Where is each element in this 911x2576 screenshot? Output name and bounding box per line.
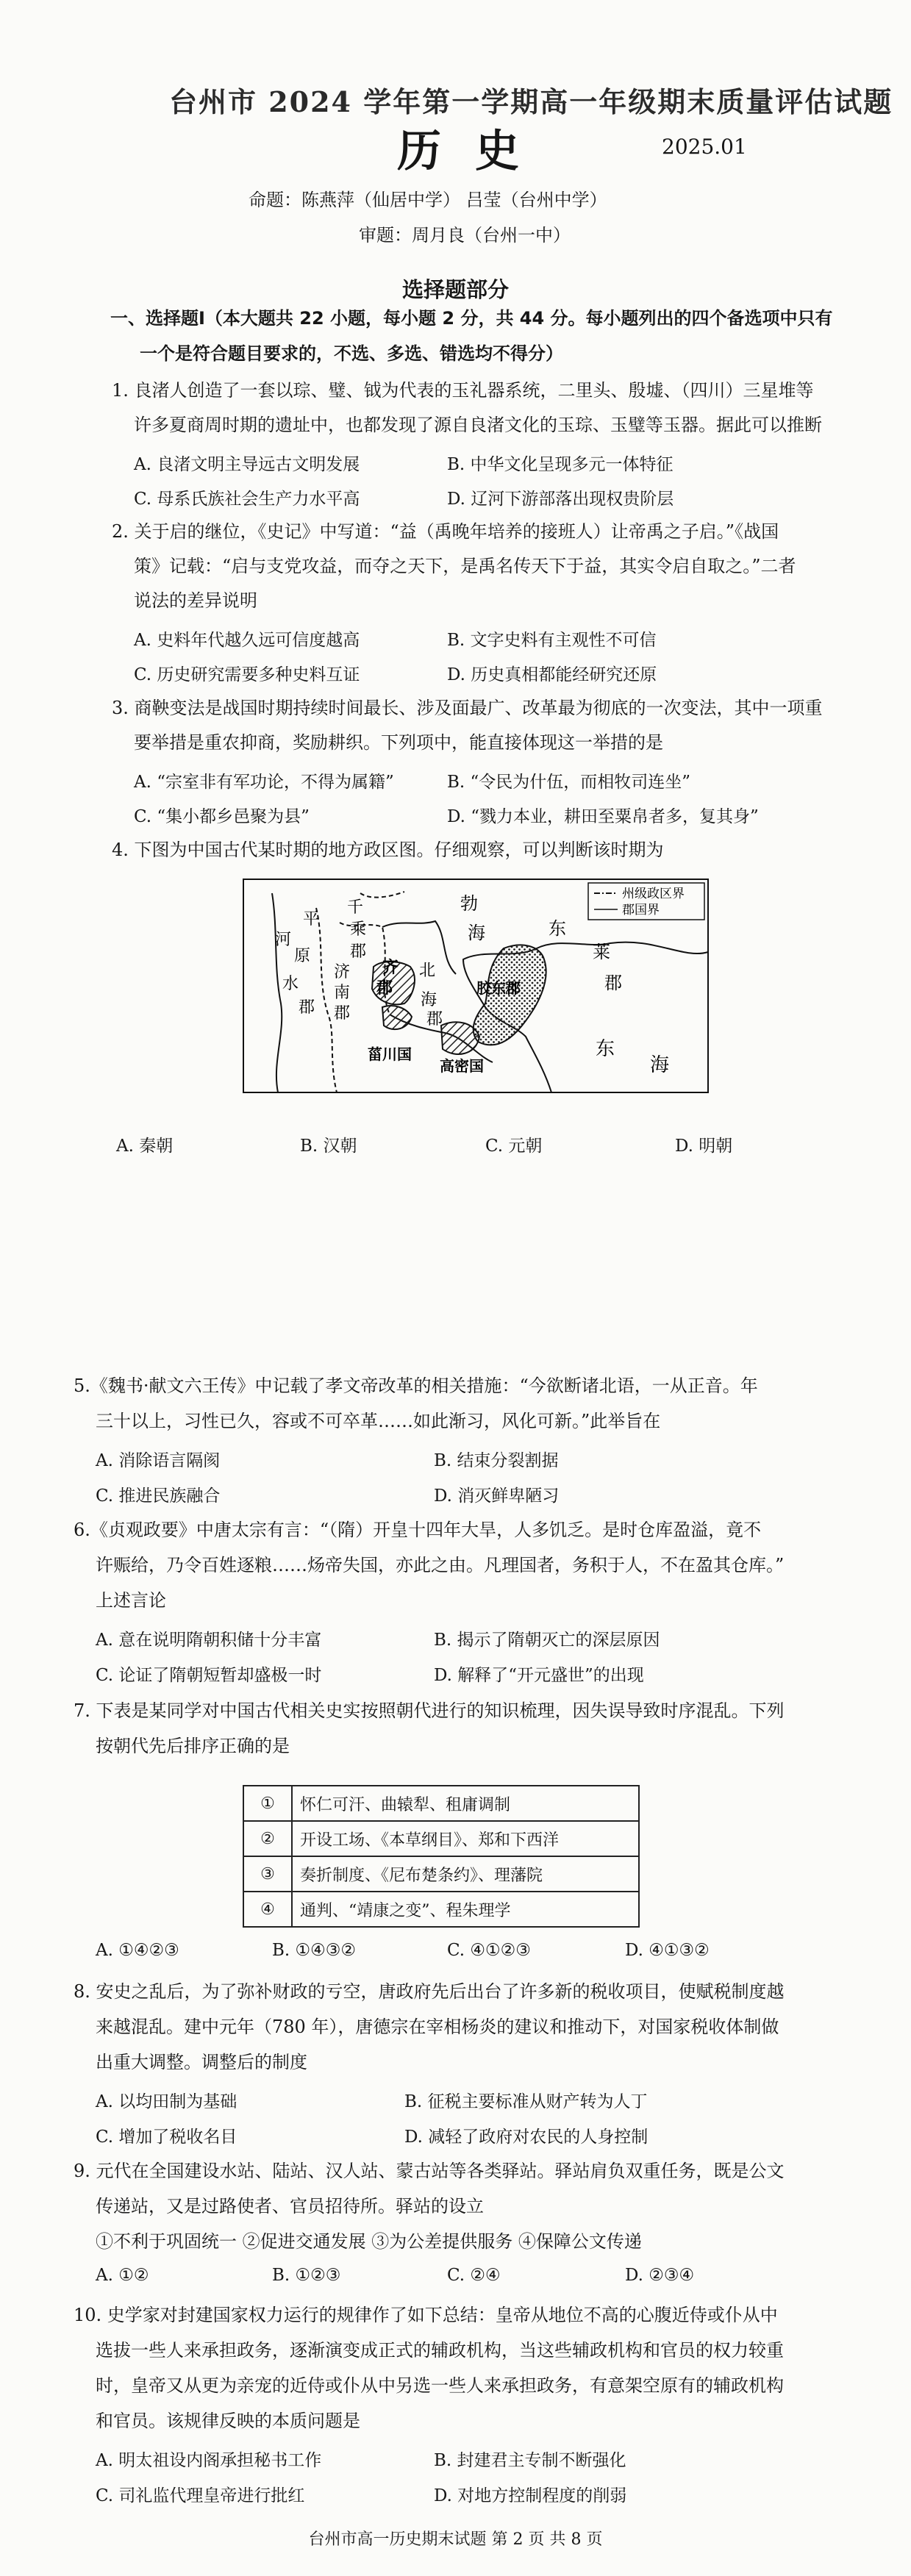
map-label: 郡 [299,998,315,1017]
map-label: 郡 [426,1010,443,1028]
q7-option-b[interactable]: B. ①④③② [272,1941,357,1960]
q10-option-d[interactable]: D. 对地方控制程度的削弱 [434,2486,627,2505]
map-label: 菑川国 [368,1045,412,1063]
q10-option-a[interactable]: A. 明太祖设内阁承担秘书工作 [96,2451,322,2470]
row-text: 开设工场、《本草纲目》、郑和下西洋 [292,1821,639,1856]
q1-option-d[interactable]: D. 辽河下游部落出现权贵阶层 [447,490,674,509]
q2-option-c[interactable]: C. 历史研究需要多种史料互证 [134,665,360,684]
q3-line: 3. 商鞅变法是战国时期持续时间最长、涉及面最广、改革最为彻底的一次变法，其中一项重 [112,698,823,718]
q3-line: 要举措是重农抑商，奖励耕织。下列项中，能直接体现这一举措的是 [134,732,663,753]
legend-state-label: 州级政区界 [622,887,685,901]
q9-items: ①不利于巩固统一 ②促进交通发展 ③为公差提供服务 ④保障公文传递 [96,2231,642,2252]
q5-option-b[interactable]: B. 结束分裂割据 [434,1451,559,1470]
map-label: 东 [549,918,566,939]
map-label: 胶东郡 [476,979,521,997]
q8-option-a[interactable]: A. 以均田制为基础 [96,2092,237,2111]
exam-banner: 台州市 2024 学年第一学期高一年级期末质量评估试题 [169,85,893,118]
q10-option-b[interactable]: B. 封建君主专制不断强化 [434,2451,626,2470]
row-text: 奏折制度、《尼布楚条约》、理藩院 [292,1856,639,1892]
map-label: 莱 [593,942,610,962]
exam-date: 2025.01 [662,135,747,159]
q2-line: 策》记载：“启与支党攻益，而夺之天下，是禹名传天下于益，其实令启自取之。”二者 [134,556,796,576]
q9-line: 9. 元代在全国建设水站、陆站、汉人站、蒙古站等各类驿站。驿站肩负双重任务，既是公文 [74,2161,785,2181]
map-label: 郡 [376,978,393,998]
map-label: 济 [334,963,351,981]
map-label: 海 [468,923,485,943]
map-label: 海 [650,1054,670,1076]
q8-line: 来越混乱。建中元年（780 年），唐德宗在宰相杨炎的建议和推动下，对国家税收体制做 [96,2017,779,2037]
q8-line: 出重大调整。调整后的制度 [96,2052,307,2072]
q9-line: 传递站，又是过路使者、官员招待所。驿站的设立 [96,2196,484,2217]
map-label: 东 [596,1038,615,1060]
map-label: 勃 [460,893,478,914]
q8-option-d[interactable]: D. 减轻了政府对农民的人身控制 [404,2128,649,2147]
q6-line: 许赈给，乃令百姓逐粮……炀帝失国，亦此之由。凡理国者，务积于人，不在盈其仓库。” [96,1555,785,1575]
q8-option-c[interactable]: C. 增加了税收名目 [96,2128,237,2147]
q6-line: 上述言论 [96,1590,166,1611]
map-label: 郡 [350,942,367,961]
map-label: 乘 [350,920,367,939]
q7-option-a[interactable]: A. ①④②③ [96,1941,179,1960]
q9-option-b[interactable]: B. ①②③ [272,2266,341,2285]
q10-line: 选拔一些人来承担政务，逐渐演变成正式的辅政机构，当这些辅政机构和官员的权力较重 [96,2340,784,2361]
q10-line: 时，皇帝又从更为亲宠的近侍或仆从中另选一些人来承担政务，有意架空原有的辅政机构 [96,2375,784,2396]
q4-option-c[interactable]: C. 元朝 [485,1137,543,1156]
subject-title: 历史 [397,126,553,177]
q2-line: 说法的差异说明 [134,590,257,611]
map-label: 郡 [334,1004,351,1023]
q6-option-a[interactable]: A. 意在说明隋朝积储十分丰富 [96,1631,322,1650]
q6-option-d[interactable]: D. 解释了“开元盛世”的出现 [434,1666,644,1685]
q8-line: 8. 安史之乱后，为了弥补财政的亏空，唐政府先后出台了许多新的税收项目，使赋税制度越 [74,1981,785,2002]
row-number: ③ [243,1856,292,1892]
row-text: 通判、“靖康之变”、程朱理学 [292,1892,639,1927]
map-label: 原 [294,947,311,965]
q7-line: 按朝代先后排序正确的是 [96,1736,290,1756]
section-title: 选择题部分 [401,277,509,302]
map-label: 高密国 [440,1057,484,1075]
q7-line: 7. 下表是某同学对中国古代相关史实按照朝代进行的知识梳理，因失误导致时序混乱。下列 [74,1700,785,1721]
q7-option-c[interactable]: C. ④①②③ [447,1941,531,1960]
map-label: 千 [347,898,364,917]
q7-option-d[interactable]: D. ④①③② [625,1941,710,1960]
map-label: 齐 [382,958,399,977]
q5-line: 三十以上，习性已久，容或不可卒革……如此渐习，风化可新。”此举旨在 [96,1411,661,1431]
q3-option-a[interactable]: A. “宗室非有军功论，不得为属籍” [134,773,394,792]
q5-option-c[interactable]: C. 推进民族融合 [96,1486,221,1506]
q4-option-a[interactable]: A. 秦朝 [116,1137,174,1156]
table-row [243,1892,639,1927]
q1-line: 1. 良渚人创造了一套以琮、璧、钺为代表的玉礼器系统，二里头、殷墟、（四川）三星堆等 [112,380,814,401]
legend-county-label: 郡国界 [622,903,660,917]
reviewer: 审题：周月良（台州一中） [359,225,571,246]
q7-table [243,1785,640,1928]
q4-option-d[interactable]: D. 明朝 [675,1137,733,1156]
q3-option-c[interactable]: C. “集小都乡邑聚为县” [134,807,310,826]
q1-option-c[interactable]: C. 母系氏族社会生产力水平高 [134,490,360,509]
q1-option-b[interactable]: B. 中华文化呈现多元一体特征 [447,455,674,474]
instructions-line-1: 一、选择题Ⅰ（本大题共 22 小题，每小题 2 分，共 44 分。每小题列出的四个备选项中只有 [110,308,833,329]
page-footer: 台州市高一历史期末试题 第 2 页 共 8 页 [308,2530,603,2549]
q8-option-b[interactable]: B. 征税主要标准从财产转为人丁 [404,2092,648,2111]
q2-option-b[interactable]: B. 文字史料有主观性不可信 [447,631,657,650]
q10-line: 和官员。该规律反映的本质问题是 [96,2411,360,2431]
q5-option-a[interactable]: A. 消除语言隔阂 [96,1451,221,1470]
row-number: ② [243,1821,292,1856]
q9-option-a[interactable]: A. ①② [96,2266,149,2285]
row-number: ④ [243,1892,292,1927]
q2-line: 2. 关于启的继位，《史记》中写道：“益（禹晚年培养的接班人）让帝禹之子启。”《战国 [112,521,779,542]
q5-line: 5.《魏书·献文六王传》中记载了孝文帝改革的相关措施：“今欲断诸北语，一从正音。年 [74,1375,758,1396]
q3-option-b[interactable]: B. “令民为什伍，而相牧司连坐” [447,773,691,792]
q4-option-b[interactable]: B. 汉朝 [300,1137,357,1156]
table-row [243,1786,639,1821]
administrative-map [243,879,709,1093]
map-label: 河 [275,931,292,949]
authors: 命题：陈燕萍（仙居中学） 吕莹（台州中学） [249,190,607,210]
q6-line: 6.《贞观政要》中唐太宗有言：“（隋）开皇十四年大旱，人多饥乏。是时仓库盈溢，竟不 [74,1520,762,1540]
q10-option-c[interactable]: C. 司礼监代理皇帝进行批红 [96,2486,305,2505]
row-text: 怀仁可汗、曲辕犁、租庸调制 [292,1786,639,1821]
row-number: ① [243,1786,292,1821]
map-label: 平 [303,910,320,929]
q3-option-d[interactable]: D. “戮力本业，耕田至粟帛者多，复其身” [447,807,759,826]
q1-line: 许多夏商周时期的遗址中，也都发现了源自良渚文化的玉琮、玉璧等玉器。据此可以推断 [134,415,822,435]
q6-option-c[interactable]: C. 论证了隋朝短暂却盛极一时 [96,1666,322,1685]
map-label: 海 [421,991,437,1009]
q9-option-d[interactable]: D. ②③④ [625,2266,695,2285]
q6-option-b[interactable]: B. 揭示了隋朝灭亡的深层原因 [434,1631,660,1650]
q10-line: 10. 史学家对封建国家权力运行的规律作了如下总结：皇帝从地位不高的心腹近侍或仆从中 [74,2305,778,2325]
q2-option-a[interactable]: A. 史料年代越久远可信度越高 [134,631,360,650]
map-label: 郡 [604,973,622,993]
map-label: 水 [282,975,299,993]
map-label: 南 [334,984,351,1002]
q4-line: 4. 下图为中国古代某时期的地方政区图。仔细观察，可以判断该时期为 [112,840,664,860]
q2-option-d[interactable]: D. 历史真相都能经研究还原 [447,665,657,684]
table-row [243,1856,639,1892]
q1-option-a[interactable]: A. 良渚文明主导远古文明发展 [134,455,360,474]
q9-option-c[interactable]: C. ②④ [447,2266,501,2285]
q5-option-d[interactable]: D. 消灭鲜卑陋习 [434,1486,560,1506]
instructions-line-2: 一个是符合题目要求的，不选、多选、错选均不得分） [140,343,563,364]
map-label: 北 [419,962,436,980]
table-row [243,1821,639,1856]
